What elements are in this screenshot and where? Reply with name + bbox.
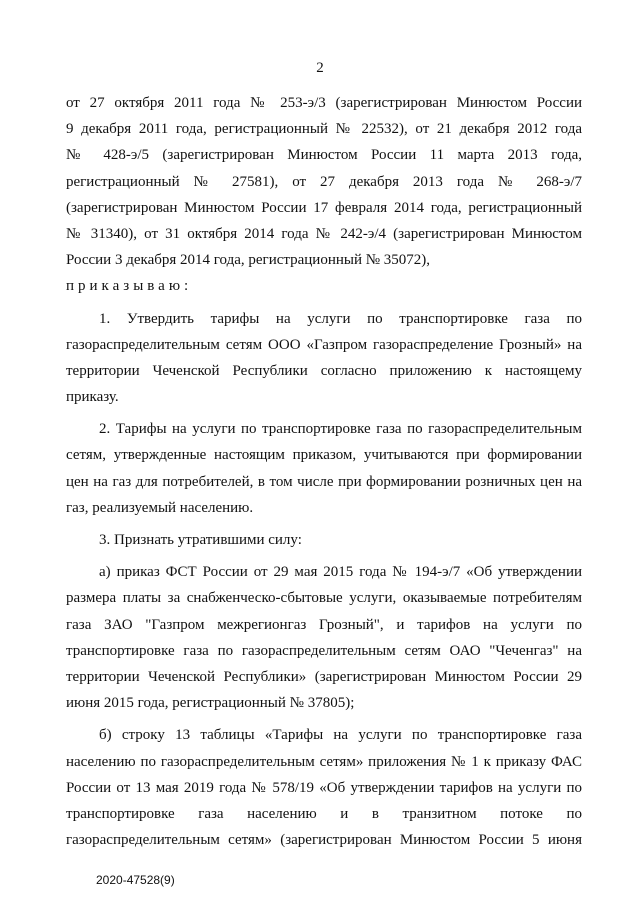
order-word: приказываю: (66, 278, 193, 295)
subitem-a-start: а) приказ ФСТ России от 29 мая 2015 года № 194-э/7 «Об утверждении (99, 564, 582, 581)
text-line: газ, реализуемый населению. (66, 499, 254, 516)
text-line: (зарегистрирован Минюстом России 17 февраля 2014 года, регистрационный (66, 199, 582, 216)
document-body (66, 90, 582, 853)
text-line: июня 2015 года, регистрационный № 37805); (66, 695, 355, 712)
paragraph-1-start: 1. Утвердить тарифы на услуги по транспортировке газа по (99, 310, 582, 327)
paragraph-2-start: 2. Тарифы на услуги по транспортировке газа по газораспределительным (99, 421, 582, 438)
document-code: 2020-47528(9) (96, 873, 175, 887)
text-line: России 3 декабря 2014 года, регистрационный № 35072), (66, 252, 431, 269)
text-line: газораспределительным сетям ООО «Газпром газораспределение Грозный» на (66, 336, 582, 353)
text-line: газораспределительным сетям» (зарегистрирован Минюстом России 5 июня (66, 832, 582, 849)
text-line: от 27 октября 2011 года № 253-э/3 (зарегистрирован Минюстом России (66, 95, 582, 111)
text-line: газа ЗАО "Газпром межрегионгаз Грозный", и тарифов на услуги по (66, 616, 582, 633)
text-line: 9 декабря 2011 года, регистрационный № 22532), от 21 декабря 2012 года (66, 121, 582, 138)
text-line: приказу. (66, 389, 119, 406)
text-line: № 31340), от 31 октября 2014 года № 242-э/4 (зарегистрирован Минюстом (66, 225, 582, 242)
text-line: России от 13 мая 2019 года № 578/19 «Об утверждении тарифов на услуги по (66, 779, 582, 796)
text-line: сетям, утвержденные настоящим приказом, учитываются при формировании (66, 447, 582, 464)
text-line: размера платы за снабженческо-сбытовые услуги, оказываемые потребителям (66, 590, 582, 607)
text-line: цен на газ для потребителей, в том числе при формировании розничных цен на (66, 473, 582, 490)
text-line: транспортировке газа населению и в транзитном потоке по (66, 805, 582, 822)
paragraph-3-start: 3. Признать утратившими силу: (99, 532, 302, 548)
page-number: 2 (316, 60, 324, 76)
text-line: транспортировке газа по газораспределительным сетям ОАО "Чеченгаз" на (66, 642, 582, 659)
subitem-b-start: б) строку 13 таблицы «Тарифы на услуги по транспортировке газа (99, 727, 582, 744)
text-line: № 428-э/5 (зарегистрирован Минюстом России 11 марта 2013 года, (66, 147, 582, 164)
text-line: территории Чеченской Республики согласно приложению к настоящему (66, 362, 582, 379)
text-line: территории Чеченской Республики» (зарегистрирован Минюстом России 29 (66, 668, 582, 685)
text-line: населению по газораспределительным сетям» приложения № 1 к приказу ФАС (66, 753, 582, 770)
text-line: регистрационный № 27581), от 27 декабря 2013 года № 268-э/7 (66, 173, 582, 190)
